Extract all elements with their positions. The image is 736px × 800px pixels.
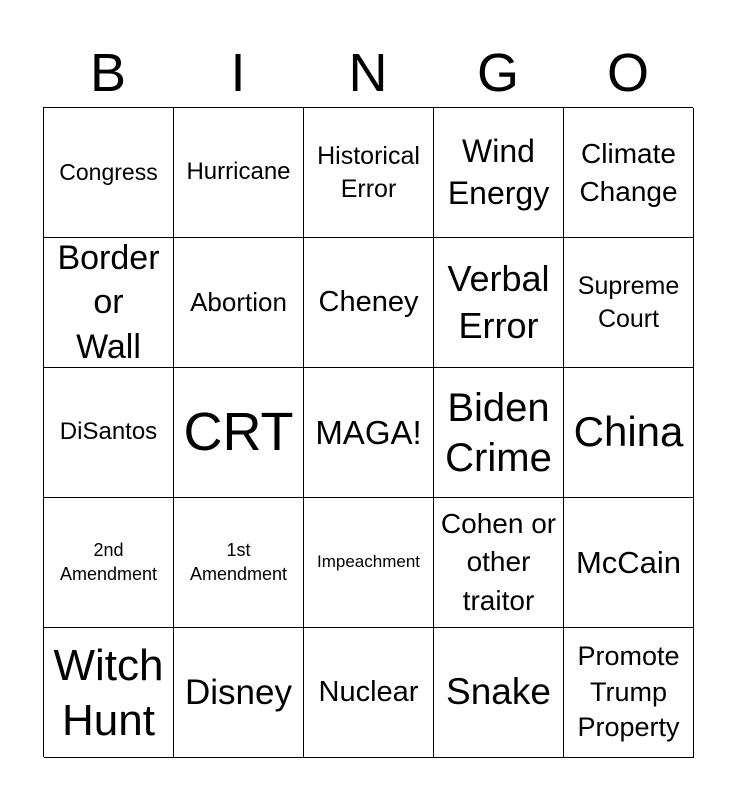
bingo-header bbox=[43, 40, 693, 106]
bingo-cell[interactable]: Supreme Court bbox=[564, 238, 694, 368]
header-letter-n: N bbox=[348, 43, 388, 103]
header-letter-b: B bbox=[89, 43, 127, 103]
bingo-cell[interactable]: MAGA! bbox=[304, 368, 434, 498]
bingo-cell[interactable]: Border or Wall bbox=[44, 238, 174, 368]
bingo-cell[interactable]: Nuclear bbox=[304, 628, 434, 758]
bingo-cell[interactable]: Congress bbox=[44, 108, 174, 238]
bingo-cell[interactable]: Disney bbox=[174, 628, 304, 758]
bingo-cell[interactable]: 1st Amendment bbox=[174, 498, 304, 628]
header-letter-o: O bbox=[606, 43, 649, 103]
bingo-cell[interactable]: Hurricane bbox=[174, 108, 304, 238]
bingo-cell[interactable]: Cheney bbox=[304, 238, 434, 368]
bingo-cell[interactable]: Verbal Error bbox=[434, 238, 564, 368]
bingo-cell[interactable]: Wind Energy bbox=[434, 108, 564, 238]
bingo-cell[interactable]: Snake bbox=[434, 628, 564, 758]
bingo-cell[interactable]: Biden Crime bbox=[434, 368, 564, 498]
header-letter-g: G bbox=[476, 43, 519, 103]
bingo-cell[interactable]: Witch Hunt bbox=[44, 628, 174, 758]
bingo-cell[interactable]: 2nd Amendment bbox=[44, 498, 174, 628]
bingo-cell[interactable]: Climate Change bbox=[564, 108, 694, 238]
bingo-cell[interactable]: CRT bbox=[174, 368, 304, 498]
bingo-cell[interactable]: Impeachment bbox=[304, 498, 434, 628]
bingo-cell[interactable]: Cohen or other traitor bbox=[434, 498, 564, 628]
bingo-cell[interactable]: Promote Trump Property bbox=[564, 628, 694, 758]
bingo-cell[interactable]: China bbox=[564, 368, 694, 498]
bingo-cell[interactable]: DiSantos bbox=[44, 368, 174, 498]
bingo-cell[interactable]: Abortion bbox=[174, 238, 304, 368]
header-letter-i: I bbox=[230, 43, 246, 103]
bingo-cell[interactable]: Historical Error bbox=[304, 108, 434, 238]
bingo-cell[interactable]: McCain bbox=[564, 498, 694, 628]
bingo-board bbox=[43, 107, 693, 757]
